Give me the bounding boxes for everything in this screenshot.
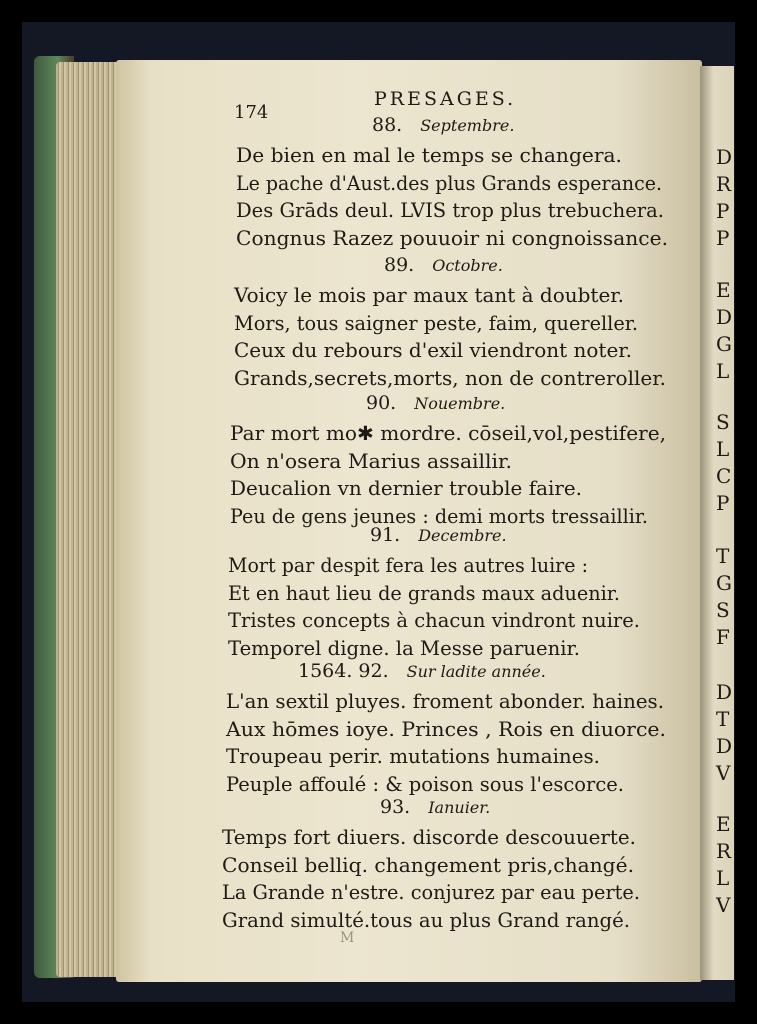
stanza-number: 1564. 92. xyxy=(298,660,389,682)
facing-page-letter: C xyxy=(716,464,732,488)
facing-page-letter: V xyxy=(716,893,731,917)
facing-page-letter: G xyxy=(716,571,732,595)
stanza-label: Septembre. xyxy=(420,116,515,135)
facing-page-letter: E xyxy=(716,278,731,302)
stanza-number: 93. xyxy=(380,796,411,818)
facing-page-letter: V xyxy=(716,761,731,785)
verse-line: Temporel digne. la Messe paruenir. xyxy=(228,636,580,660)
verse-line: Ceux du rebours d'exil viendront noter. xyxy=(234,339,632,362)
verse-line: Peu de gens jeunes : demi morts tressaillir. xyxy=(230,504,648,528)
verse-line: Deucalion vn dernier trouble faire. xyxy=(230,477,582,500)
stanza-number: 89. xyxy=(384,254,415,276)
running-head: PRESAGES. xyxy=(374,88,517,110)
verse-line: De bien en mal le temps se changera. xyxy=(236,144,622,167)
facing-page-letter: D xyxy=(716,734,733,758)
verse-line: La Grande n'estre. conjurez par eau perte. xyxy=(222,881,640,904)
verse-line: Conseil belliq. changement pris,changé. xyxy=(222,853,634,877)
facing-page-letter: D xyxy=(716,145,733,169)
stanza-heading xyxy=(372,114,514,136)
facing-page-letter: P xyxy=(716,491,730,515)
stanza-number: 88. xyxy=(372,114,403,136)
verse-line: Tristes concepts à chacun vindront nuire. xyxy=(228,609,640,632)
facing-page-letter: T xyxy=(716,707,730,731)
facing-page-letter: S xyxy=(716,598,730,622)
facing-page-letter: T xyxy=(716,544,730,568)
stanza-number: 91. xyxy=(370,524,401,546)
verse-line: Peuple affoulé : & poison sous l'escorce. xyxy=(226,772,624,796)
stanza-heading xyxy=(298,660,546,682)
verse-line: Mors, tous saigner peste, faim, quereller. xyxy=(234,311,638,335)
page-stack-edge xyxy=(56,62,122,977)
facing-page-letter: L xyxy=(716,359,730,383)
verse-line: Aux hōmes ioye. Princes , Rois en diuorce. xyxy=(226,717,666,741)
stanza-number: 90. xyxy=(366,392,397,414)
verse-line: Des Grāds deul. LVIS trop plus trebuchera. xyxy=(236,199,664,222)
facing-page-letter: F xyxy=(716,625,730,649)
facing-page-letter: G xyxy=(716,332,732,356)
verse-line: Troupeau perir. mutations humaines. xyxy=(226,745,600,768)
verse-line: Par mort mo✱ mordre. cōseil,vol,pestifere, xyxy=(230,422,666,445)
verse-line: On n'osera Marius assaillir. xyxy=(230,449,512,473)
stanza-label: Nouembre. xyxy=(414,394,506,413)
facing-page-letter: L xyxy=(716,866,730,890)
stanza-label: Decembre. xyxy=(418,526,507,545)
page-number: 174 xyxy=(234,102,269,123)
stanza-heading xyxy=(380,796,490,818)
facing-page-letter: R xyxy=(716,839,732,863)
verse-line: Grand simulté.tous au plus Grand rangé. xyxy=(222,908,630,932)
stanza-label: Ianuier. xyxy=(428,798,491,817)
verse-line: Voicy le mois par maux tant à doubter. xyxy=(234,284,624,307)
stanza-label: Sur ladite année. xyxy=(406,662,546,681)
verse-line: Mort par despit fera les autres luire : xyxy=(228,554,588,577)
facing-page-letter: D xyxy=(716,305,733,329)
stanza-heading xyxy=(384,254,503,276)
facing-page-letter: R xyxy=(716,172,732,196)
facing-page-letter: L xyxy=(716,437,730,461)
catchword: M xyxy=(340,930,355,946)
verse-line: L'an sextil pluyes. froment abonder. haines. xyxy=(226,690,664,713)
verse-line: Le pache d'Aust.des plus Grands esperance. xyxy=(236,171,662,195)
verse-line: Congnus Razez pouuoir ni congnoissance. xyxy=(236,226,668,250)
verse-line: Grands,secrets,morts, non de contreroller. xyxy=(234,366,666,390)
facing-page-letter: P xyxy=(716,226,730,250)
stanza-label: Octobre. xyxy=(432,256,503,275)
stanza-heading xyxy=(370,524,507,546)
facing-page-letter: P xyxy=(716,199,730,223)
facing-page-letter: D xyxy=(716,680,733,704)
facing-page-letter: S xyxy=(716,410,730,434)
stanza-heading xyxy=(366,392,505,414)
verse-line: Et en haut lieu de grands maux aduenir. xyxy=(228,581,620,605)
facing-page-letter: E xyxy=(716,812,731,836)
verse-line: Temps fort diuers. discorde descouuerte. xyxy=(222,826,636,849)
